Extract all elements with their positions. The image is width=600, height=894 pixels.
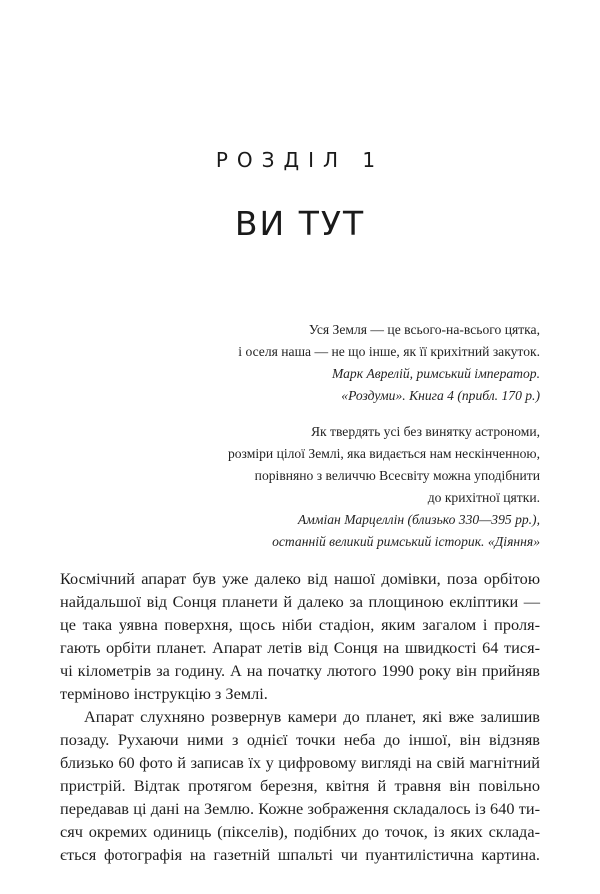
text-line: передавав ці дані на Землю. Кожне зображення складалось із 640 ти-	[60, 799, 540, 818]
chapter-title: ВИ ТУТ	[234, 204, 366, 243]
text-line: Космічний апарат був уже далеко від нашої домівки, поза орбітою	[60, 569, 540, 588]
epigraph-line: і оселя наша — не що інше, як її крихітний закуток.	[238, 344, 540, 359]
epigraph-marcus-aurelius	[140, 319, 540, 407]
epigraph-line: до крихітної цятки.	[427, 490, 540, 505]
text-line: найдальшої від Сонця планети й далеко за площиною екліптики —	[60, 592, 540, 611]
chapter-body-text	[60, 567, 540, 866]
text-line: терміново інструкцію з Землі.	[60, 684, 268, 703]
text-line: ється фотографія на газетній шпальті чи пуантилістична картина.	[60, 845, 540, 864]
text-line: чі кілометрів за годину. А на початку лютого 1990 року він прийняв	[60, 661, 540, 680]
epigraph-line: Уся Земля — це всього-на-всього цятка,	[308, 322, 540, 337]
epigraph-attribution: Марк Аврелій, римський імператор.	[331, 366, 540, 381]
epigraph-line: розміри цілої Землі, яка видається нам нескінченною,	[227, 446, 540, 461]
epigraph-attribution: останній великий римський історик. «Діяння»	[272, 534, 540, 549]
epigraph-attribution: «Роздуми». Книга 4 (прибл. 170 р.)	[341, 388, 540, 403]
chapter-label: РОЗДІЛ 1	[215, 148, 385, 172]
text-line: гають орбіти планет. Апарат летів від Сонця на швидкості 64 тися-	[60, 638, 540, 657]
epigraph-ammianus-marcellinus	[140, 421, 540, 553]
text-line: пристрій. Відтак протягом березня, квітня й травня він повільно	[60, 776, 540, 795]
text-line: сяч окремих одиниць (пікселів), подібних до точок, із яких склада-	[60, 822, 540, 841]
epigraph-attribution: Амміан Марцеллін (близько 330—395 рр.),	[297, 512, 540, 527]
text-line: Апарат слухняно розвернув камери до планет, які вже залишив	[84, 707, 540, 726]
paragraph-1	[60, 567, 540, 705]
text-line: близько 60 фото й записав їх у цифровому вигляді на свій магнітний	[60, 753, 540, 772]
text-line: позаду. Рухаючи ними з однієї точки неба до іншої, він відзняв	[60, 730, 540, 749]
paragraph-2	[60, 705, 540, 866]
epigraph-line: Як твердять усі без винятку астрономи,	[310, 424, 540, 439]
text-line: це така уявна поверхня, щось ніби стадіон, яким загалом і проля-	[60, 615, 540, 634]
epigraph-line: порівняно з величчю Всесвіту можна уподібнити	[254, 468, 540, 483]
